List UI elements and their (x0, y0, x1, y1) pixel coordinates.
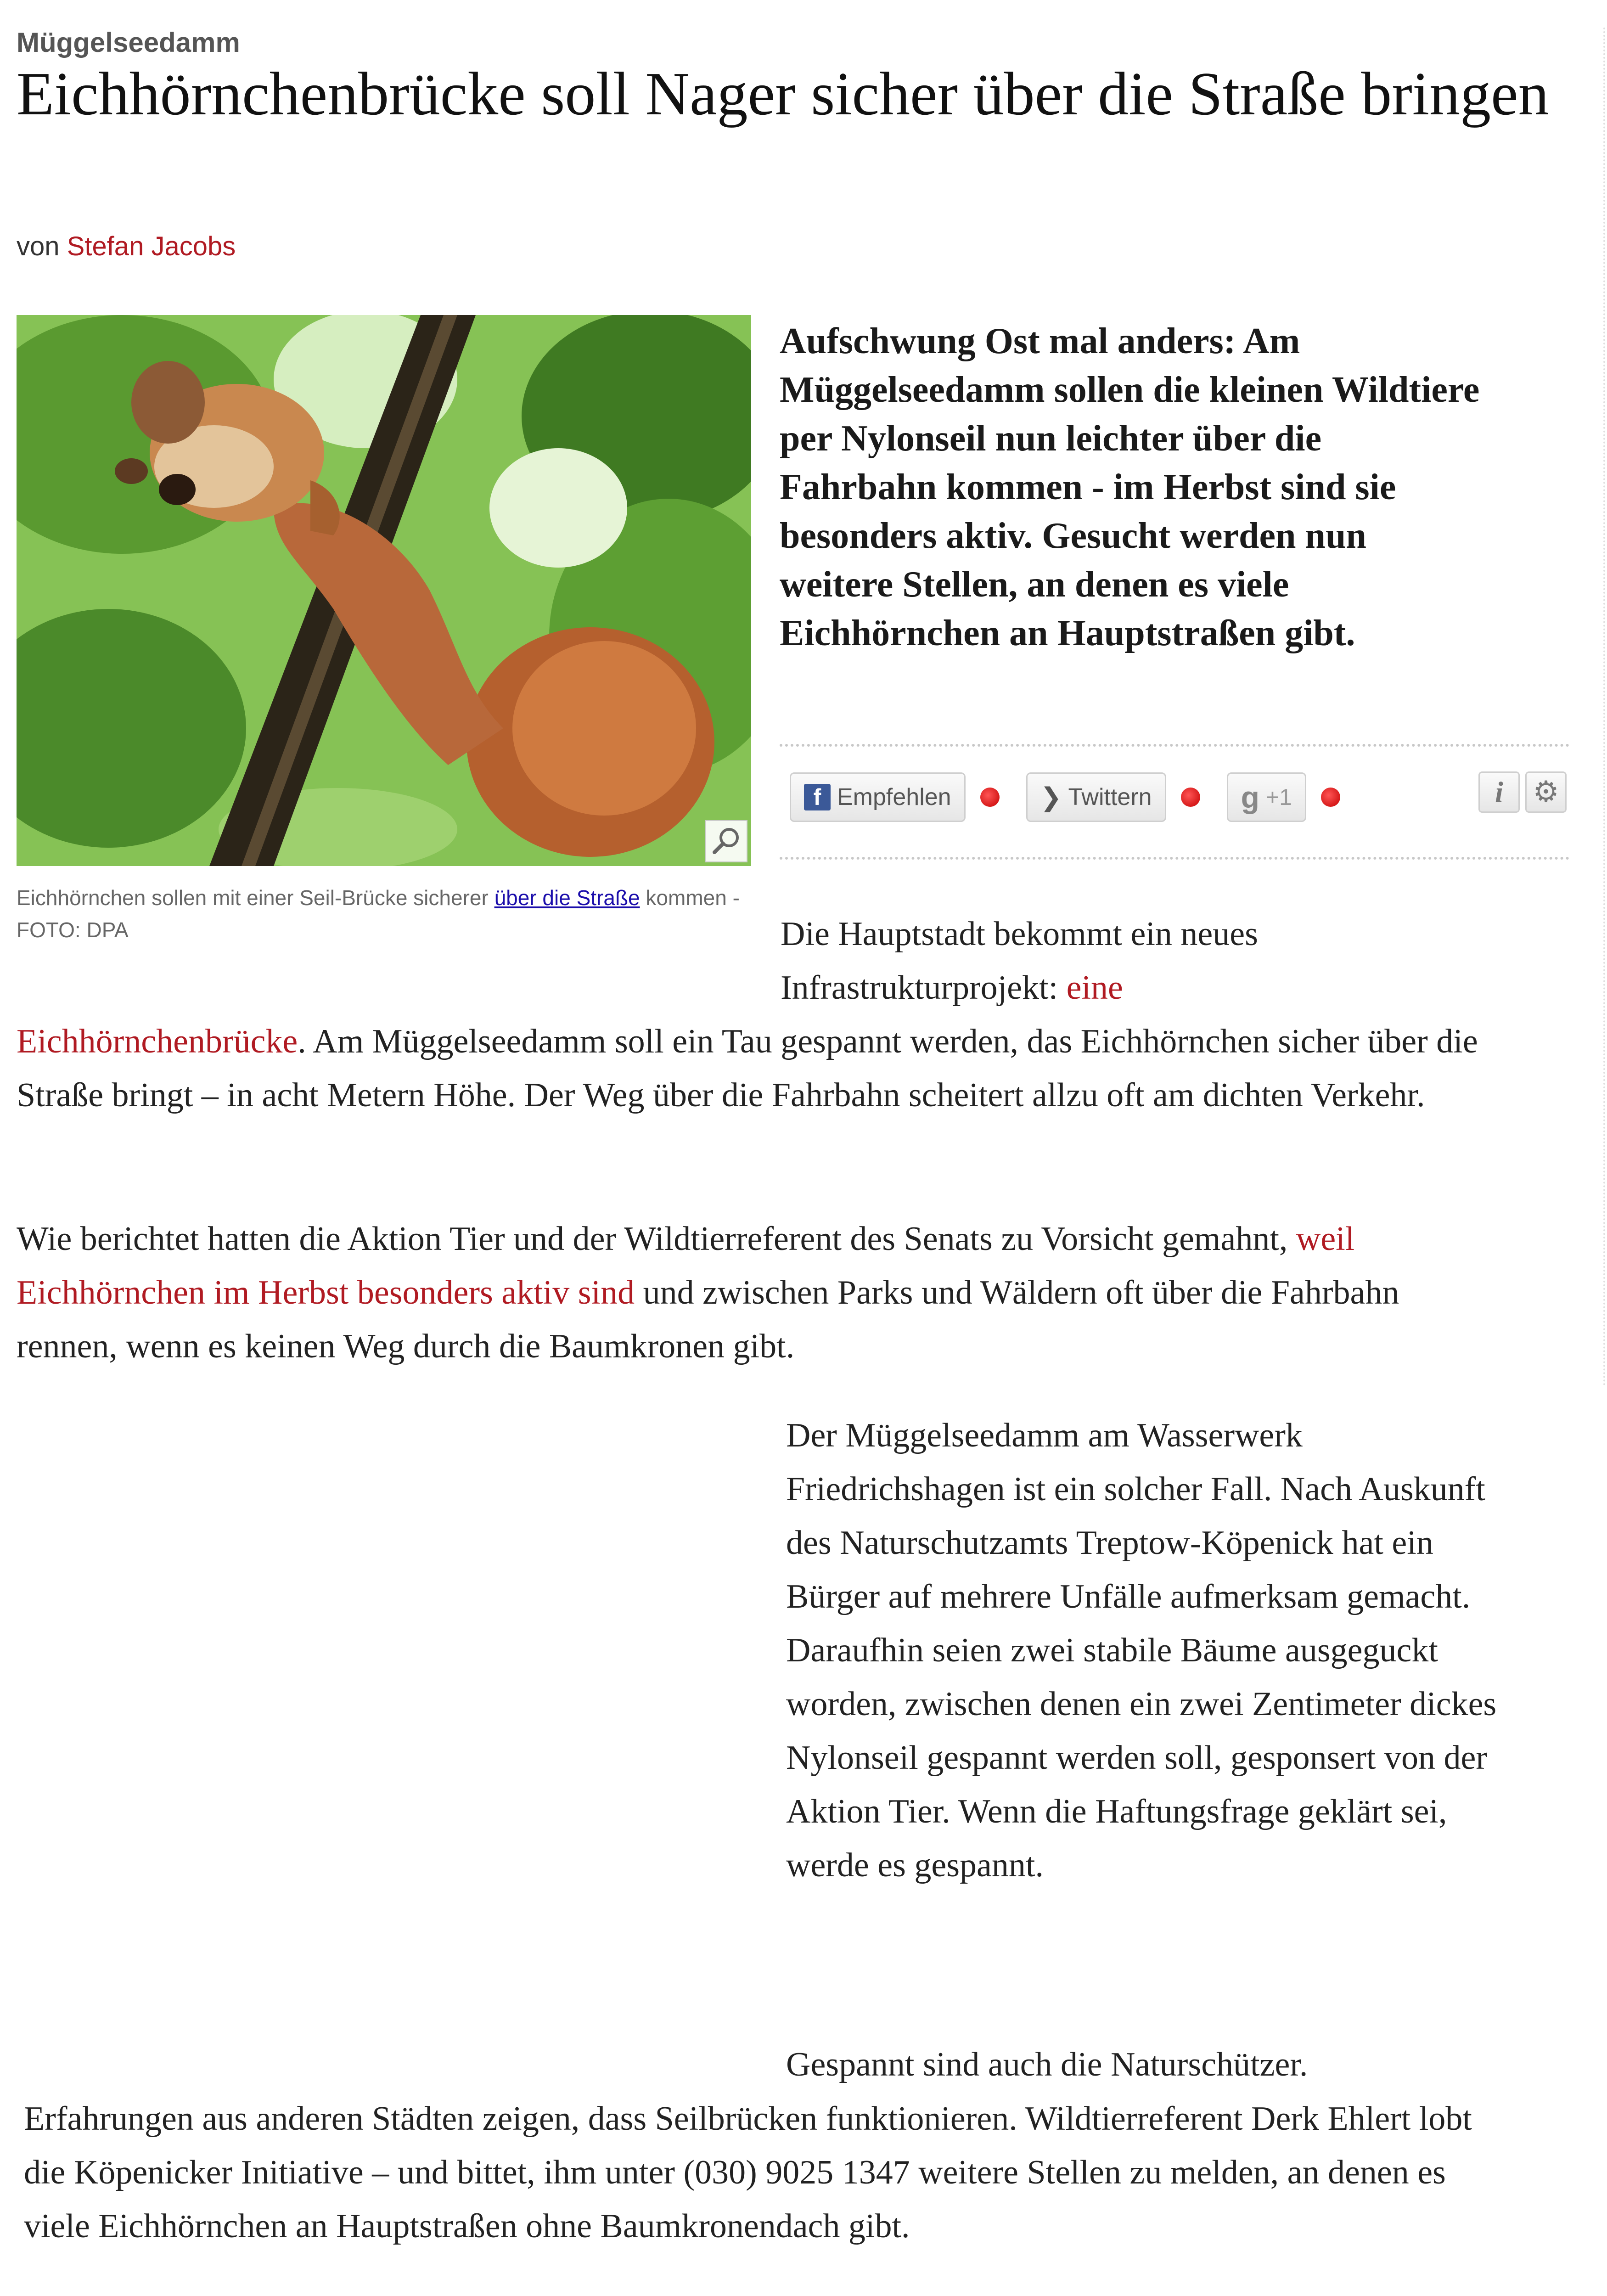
paragraph-4: Erfahrungen aus anderen Städten zeigen, dass Seilbrücken funktionieren. Wildtierreferent Derk Ehlert lobt die Köpenicker Initiative – und bittet, ihm unter (030) 9025 1347 weitere Stellen zu melden, an denen es viele Eichhörnchen an Hauptstraßen ohne Baumkronendach gibt. (24, 2100, 1472, 2245)
gplus-label: +1 (1265, 784, 1292, 810)
paragraph-1-rest: . Am Müggelseedamm soll ein Tau gespannt werden, das Eichhörnchen sicher über die Straße bringt – in acht Metern Höhe. Der Weg über die Fahrbahn scheitert allzu oft am dichten Verkehr. (17, 1023, 1478, 1114)
facebook-recommend-button[interactable] (790, 772, 966, 822)
share-bottom-divider (780, 857, 1569, 860)
info-icon[interactable]: i (1478, 771, 1520, 813)
squirrel-photo (17, 315, 751, 866)
share-tools (1478, 771, 1567, 813)
eichhoernchenbruecke-link[interactable]: eine (1066, 969, 1123, 1007)
twitter-label: Twittern (1068, 784, 1152, 810)
photo-caption (17, 882, 751, 946)
zoom-button[interactable] (705, 820, 747, 862)
caption-link[interactable]: über die Straße (494, 886, 640, 910)
paragraph-1-start (781, 907, 1497, 1015)
twitter-toggle-dot[interactable] (1181, 788, 1200, 807)
gear-icon[interactable]: ⚙ (1525, 771, 1567, 813)
twitter-bird-icon: ❯ (1040, 782, 1062, 811)
gplus-icon: g (1241, 780, 1259, 814)
paragraph-4-start: Gespannt sind auch die Naturschützer. (786, 2046, 1308, 2083)
paragraph-2-text: Wie berichtet hatten die Aktion Tier und der Wildtierreferent des Senats zu Vorsicht gemahnt, (17, 1220, 1296, 1258)
share-top-divider (780, 744, 1569, 747)
caption-suffix: kommen - FOTO: DPA (17, 886, 740, 942)
facebook-toggle-dot[interactable] (980, 788, 1000, 807)
facebook-icon: f (804, 784, 831, 810)
twitter-button[interactable] (1026, 772, 1166, 822)
page-edge-divider (1603, 28, 1605, 1387)
herbst-aktiv-link[interactable]: weil Eichhörnchen im Herbst besonders aktiv sind (17, 1220, 1355, 1311)
facebook-label: Empfehlen (837, 784, 951, 810)
paragraph-2 (17, 1212, 1486, 1373)
article-photo[interactable] (17, 315, 751, 866)
paragraph-3: Der Müggelseedamm am Wasserwerk Friedrichshagen ist ein solcher Fall. Nach Auskunft des Naturschutzamts Treptow-Köpenick hat ein Bürger auf mehrere Unfälle aufmerksam gemacht. Daraufhin seien zwei stabile Bäume ausgeguckt worden, zwischen denen ein zwei Zentimeter dickes Nylonseil gespannt werden soll, gesponsert von der Aktion Tier. Wenn die Haftungsfrage geklärt sei, werde es gespannt. (786, 1417, 1497, 1884)
eichhoernchenbruecke-link-cont[interactable]: Eichhörnchenbrücke (17, 1023, 298, 1060)
article-lead: Aufschwung Ost mal anders: Am Müggelseedamm sollen die kleinen Wildtiere per Nylonseil nun leichter über die Fahrbahn kommen - im Herbst sind sie besonders aktiv. Gesucht werden nun weitere Stellen, an denen es viele Eichhörnchen an Hauptstraßen gibt. (780, 321, 1480, 653)
paragraph-1-text: Die Hauptstadt bekommt ein neues Infrastrukturprojekt: (781, 915, 1258, 1007)
article-kicker: Müggelseedamm (17, 27, 240, 58)
author-link[interactable]: Stefan Jacobs (67, 231, 236, 261)
article-headline: Eichhörnchenbrücke soll Nager sicher über die Straße bringen (17, 60, 1549, 128)
paragraph-2-rest: und zwischen Parks und Wäldern oft über die Fahrbahn rennen, wenn es keinen Weg durch die Baumkronen gibt. (17, 1274, 1399, 1365)
byline (17, 231, 236, 262)
share-bar (790, 770, 1357, 825)
caption-text: Eichhörnchen sollen mit einer Seil-Brücke sicherer (17, 886, 489, 910)
magnifier-icon (706, 821, 747, 861)
paragraph-1-continued (17, 1015, 1486, 1122)
gplus-button[interactable] (1227, 772, 1306, 822)
gplus-toggle-dot[interactable] (1321, 788, 1340, 807)
byline-prefix: von (17, 231, 60, 261)
